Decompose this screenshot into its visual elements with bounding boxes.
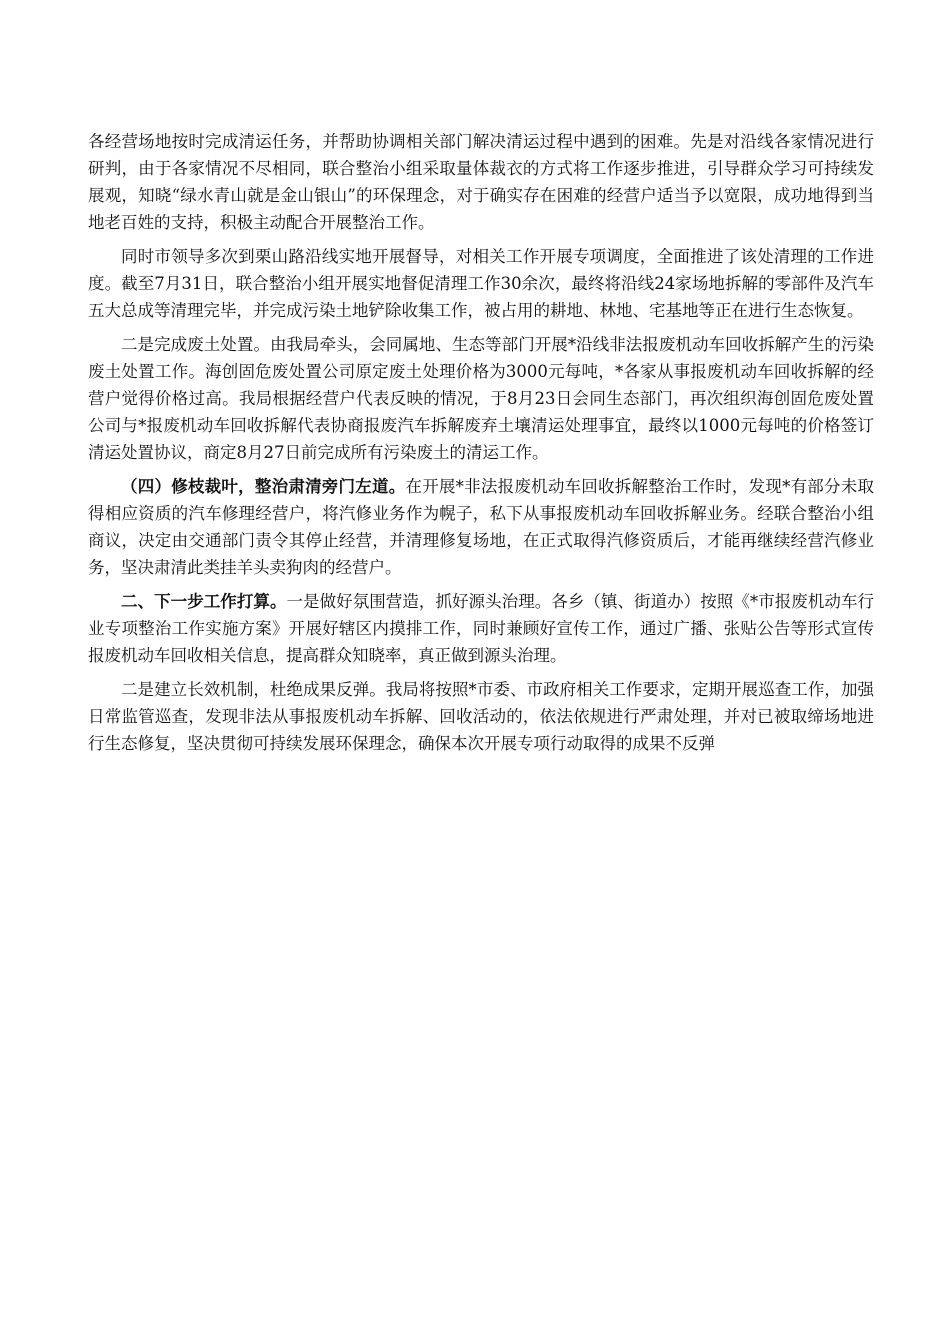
paragraph-next-steps	[88, 588, 874, 669]
section-four-heading: （四）修枝裁叶，整治肃清旁门左道。	[121, 477, 406, 496]
next-steps-heading: 二、下一步工作打算。	[121, 592, 287, 611]
paragraph-waste-soil-disposal: 二是完成废土处置。由我局牵头，会同属地、生态等部门开展*沿线非法报废机动车回收拆解产生的污染废土处置工作。海创固危废处置公司原定废土处理价格为3000元每吨，*各家从事报废机动车回收拆解的经营户觉得价格过高。我局根据经营户代表反映的情况，于8月23日会同生态部门，再次组织海创固危废处置公司与*报废机动车回收拆解代表协商报废汽车拆解废弃土壤清运处理事宜，最终以1000元每吨的价格签订清运处置协议，商定8月27日前完成所有污染废土的清运工作。	[88, 335, 874, 462]
paragraph-city-supervision: 同时市领导多次到栗山路沿线实地开展督导，对相关工作开展专项调度，全面推进了该处清理的工作进度。截至7月31日，联合整治小组开展实地督促清理工作30余次，最终将沿线24家场地拆解的零部件及汽车五大总成等清理完毕，并完成污染土地铲除收集工作，被占用的耕地、林地、宅基地等正在进行生态恢复。	[88, 247, 874, 320]
next-steps-body: 一是做好氛围营造，抓好源头治理。各乡（镇、街道办）按照《*市报废机动车行业专项整治工作实施方案》开展好辖区内摸排工作，同时兼顾好宣传工作，通过广播、张贴公告等形式宣传报废机动车回收相关信息，提高群众知晓率，真正做到源头治理。	[88, 592, 875, 665]
section-four-body: 在开展*非法报废机动车回收拆解整治工作时，发现*有部分未取得相应资质的汽车修理经营户，将汽修业务作为幌子，私下从事报废机动车回收拆解业务。经联合整治小组商议，决定由交通部门责令其停止经营，并清理修复场地，在正式取得汽修资质后，才能再继续经营汽修业务，坚决肃清此类挂羊头卖狗肉的经营户。	[88, 477, 875, 577]
paragraph-long-term-mechanism: 二是建立长效机制，杜绝成果反弹。我局将按照*市委、市政府相关工作要求，定期开展巡查工作，加强日常监管巡查，发现非法从事报废机动车拆解、回收活动的，依法依规进行严肃处理，并对已被取缔场地进行生态修复，坚决贯彻可持续发展环保理念，确保本次开展专项行动取得的成果不反弹	[88, 680, 874, 753]
paragraph-cleanup-tasks: 各经营场地按时完成清运任务，并帮助协调相关部门解决清运过程中遇到的困难。先是对沿线各家情况进行研判，由于各家情况不尽相同，联合整治小组采取量体裁衣的方式将工作逐步推进，引导群众学习可持续发展观，知晓“绿水青山就是金山银山”的环保理念，对于确实存在困难的经营户适当予以宽限，成功地得到当地老百姓的支持，积极主动配合开展整治工作。	[88, 132, 874, 232]
paragraph-section-four	[88, 473, 874, 581]
document-page	[88, 128, 874, 764]
